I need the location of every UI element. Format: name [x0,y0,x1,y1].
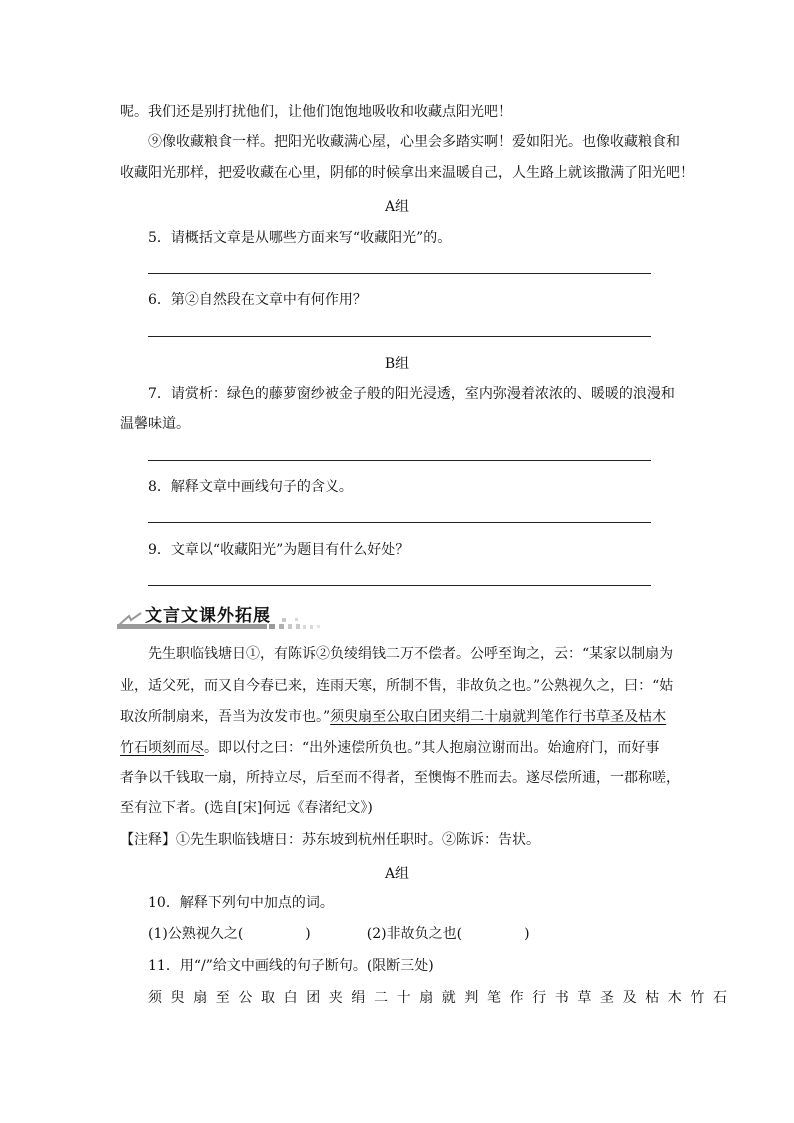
answer-line-q8[interactable] [148,522,651,523]
classical-line-3 [120,707,666,727]
question-10-items [148,924,530,944]
passage-line: 收藏阳光那样，把爱收藏在心里，阴郁的时候拿出来温暖自己，人生路上就该撒满了阳光吧！ [120,165,694,181]
question-5: 5．请概括文章是从哪些方面来写“收藏阳光”的。 [148,230,452,246]
q10-item-1: (1)公熟视久之( [148,926,244,942]
question-7-line2: 温馨味道。 [120,416,190,432]
classical-line-5: 者争以千钱取一扇，所持立尽，后至而不得者，至懊悔不胜而去。遂尽偿所逋，一郡称嗟， [120,770,680,786]
annotation-text: ①先生职临钱塘日：苏东坡到杭州任职时。②陈诉：告状。 [176,832,540,848]
section-title: 文言文课外拓展 [145,606,271,626]
classical-text: 。即以付之曰：“出外速偿所负也。”其人抱扇泣谢而出。始逾府门，而好事 [204,740,660,756]
q10-item-2: (2)非故负之也( [366,926,463,942]
classical-line-1: 先生职临钱塘日①，有陈诉②负绫绢钱二万不偿者。公呼至询之，云：“某家以制扇为 [148,646,674,662]
answer-line-q7[interactable] [148,460,651,461]
classical-line-6: 至有泣下者。(选自[宋]何远《春渚纪文》) [120,800,373,816]
question-11: 11．用“/”给文中画线的句子断句。(限断三处) [148,958,434,974]
classical-line-4 [120,738,659,758]
question-6: 6．第②自然段在文章中有何作用？ [148,292,367,308]
question-9: 9．文章以“收藏阳光”为题目有什么好处？ [148,542,410,558]
group-a2-label: A组 [384,866,410,882]
answer-line-q5[interactable] [148,273,651,274]
classical-line-2: 业，适父死，而又自今春已来，连雨天寒，所制不售，非故负之也。”公熟视久之，曰：“姑 [120,678,674,694]
underlined-sentence: 须臾扇至公取白团夹绢二十扇就判笔作行书草圣及枯木 [330,709,667,725]
q10-item-2-close: ) [524,926,530,942]
question-7-line1: 7．请赏析：绿色的藤萝窗纱被金子般的阳光浸透，室内弥漫着浓浓的、暖暖的浪漫和 [148,386,675,402]
answer-line-q9[interactable] [148,585,651,586]
group-b-label: B组 [384,356,410,372]
group-a-label: A组 [384,199,410,215]
passage-line: 呢。我们还是别打扰他们，让他们饱饱地吸收和收藏点阳光吧！ [120,104,512,120]
underlined-sentence: 竹石顷刻而尽 [120,740,204,756]
annotation-label: 【注释】 [120,832,176,848]
q11-sentence[interactable]: 须臾扇至公取白团夹绢二十扇就判笔作行书草圣及枯木竹石 [148,990,736,1006]
passage-paragraph-9: ⑨像收藏粮食一样。把阳光收藏满心屋，心里会多踏实啊！爱如阳光。也像收藏粮食和 [148,134,680,150]
answer-line-q6[interactable] [148,336,651,337]
question-8: 8．解释文章中画线句子的含义。 [148,479,353,495]
classical-text: 取汝所制扇来，吾当为汝发市也。” [120,709,331,725]
q10-item-1-close: ) [305,926,311,942]
question-10: 10．解释下列句中加点的词。 [148,895,334,911]
annotation [120,830,540,850]
